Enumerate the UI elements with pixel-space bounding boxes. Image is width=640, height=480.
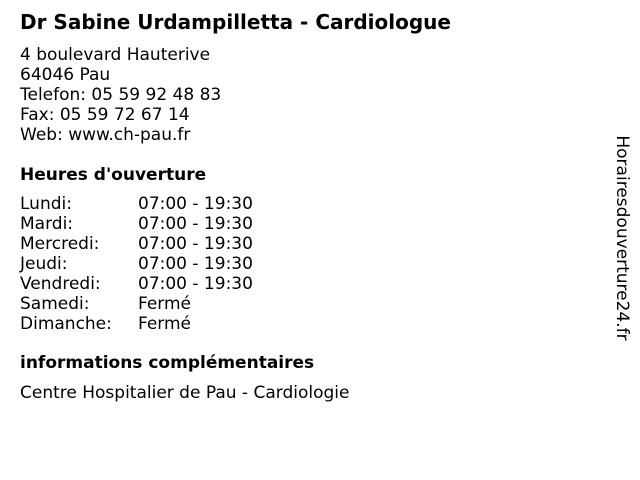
hours-day: Samedi:: [20, 294, 90, 314]
hours-day: Lundi:: [20, 194, 72, 214]
address-block: [20, 45, 600, 145]
hours-row-mardi: [20, 214, 600, 234]
hours-day: Jeudi:: [20, 254, 68, 274]
hours-time: 07:00 - 19:30: [138, 194, 253, 214]
hours-time: 07:00 - 19:30: [138, 254, 253, 274]
hours-time: 07:00 - 19:30: [138, 274, 253, 294]
website-line: Web: www.ch-pau.fr: [20, 125, 191, 145]
hours-row-jeudi: [20, 254, 600, 274]
hours-row-lundi: [20, 194, 600, 214]
address-city: 64046 Pau: [20, 65, 111, 85]
phone-number: Telefon: 05 59 92 48 83: [20, 85, 222, 105]
hours-day: Mercredi:: [20, 234, 100, 254]
hours-row-dimanche: [20, 314, 600, 334]
hours-row-vendredi: [20, 274, 600, 294]
side-brand-label: Horairesdouverture24.fr: [612, 135, 632, 341]
page-title: Dr Sabine Urdampilletta - Cardiologue: [20, 10, 451, 34]
hours-row-mercredi: [20, 234, 600, 254]
hours-time: Fermé: [138, 294, 192, 314]
hours-table: [20, 194, 600, 334]
hours-day: Dimanche:: [20, 314, 112, 334]
address-street: 4 boulevard Hauterive: [20, 45, 211, 65]
hours-day: Mardi:: [20, 214, 74, 234]
hours-row-samedi: [20, 294, 600, 314]
info-text: Centre Hospitalier de Pau - Cardiologie: [20, 383, 350, 403]
info-heading: informations complémentaires: [20, 353, 315, 373]
fax-number: Fax: 05 59 72 67 14: [20, 105, 190, 125]
hours-time: Fermé: [138, 314, 192, 334]
business-card: [20, 9, 600, 403]
hours-time: 07:00 - 19:30: [138, 214, 253, 234]
hours-heading: Heures d'ouverture: [20, 165, 207, 185]
hours-time: 07:00 - 19:30: [138, 234, 253, 254]
hours-day: Vendredi:: [20, 274, 101, 294]
